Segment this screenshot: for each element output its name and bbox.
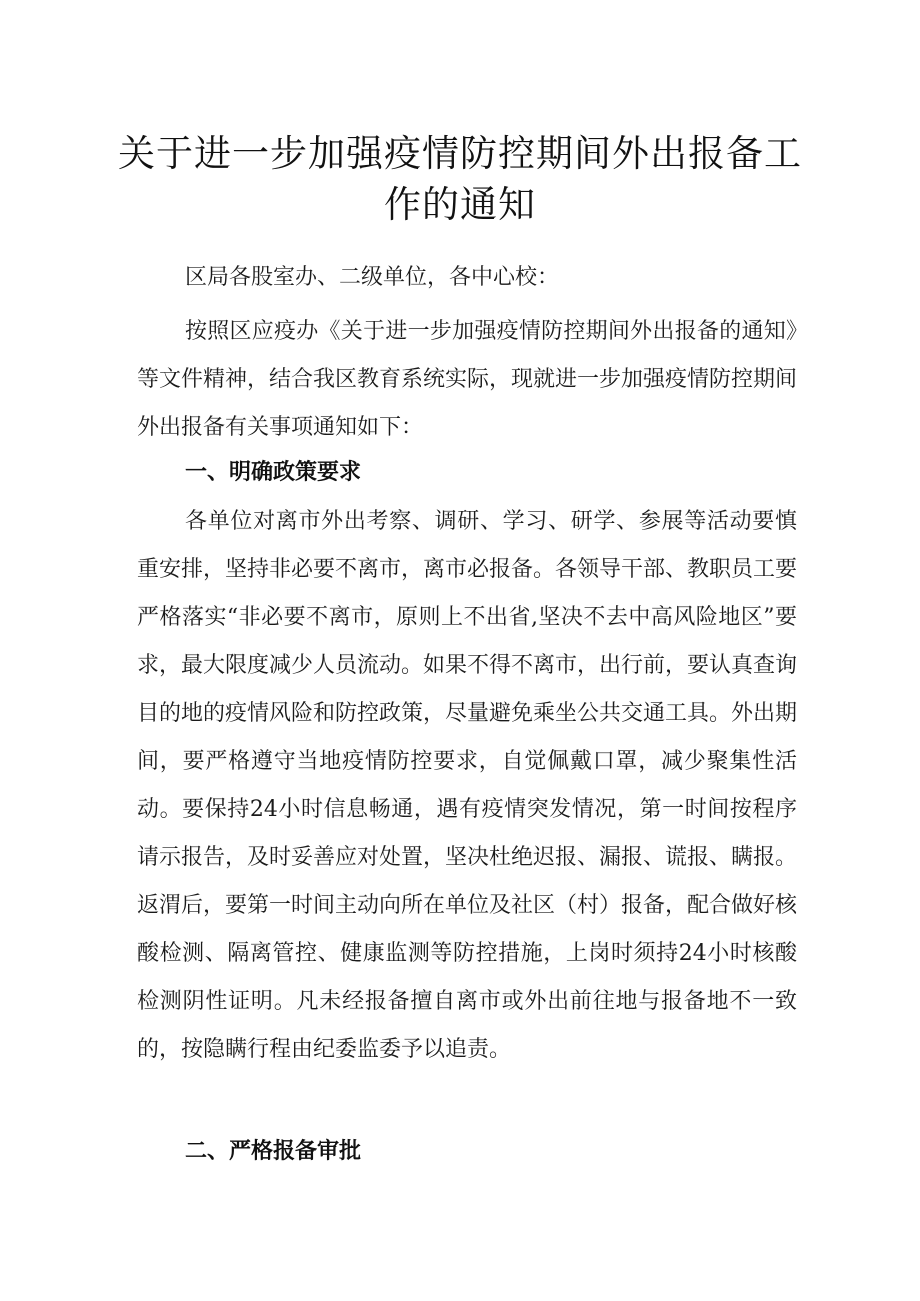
intro-paragraph: 按照区应疫办《关于进一步加强疫情防控期间外出报备的通知》等文件精神，结合我区教育系统实际，现就进一步加强疫情防控期间外出报备有关事项通知如下： xyxy=(137,319,798,440)
salutation: 区局各股室办、二级单位，各中心校： xyxy=(185,265,560,290)
section-1-heading: 一、明确政策要求 xyxy=(185,460,362,485)
section-1-paragraph: 各单位对离市外出考察、调研、学习、研学、参展等活动要慎重安排，坚持非必要不离市，离市必报备。各领导干部、教职员工要严格落实“非必要不离市，原则上不出省,坚决不去中高风险地区”要求，最大限度减少人员流动。如果不得不离市，出行前，要认真查询目的地的疫情风险和防控政策，尽量避免乘坐公共交通工具。外出期间，要严格遵守当地疫情防控要求，自觉佩戴口罩，减少聚集性活动。要保持24小时信息畅通，遇有疫情突发情况，第一时间按程序请示报告，及时妥善应对处置，坚决杜绝迟报、漏报、谎报、瞒报。返渭后，要第一时间主动向所在单位及社区（村）报备，配合做好核酸检测、隔离管控、健康监测等防控措施，上岗时须持24小时核酸检测阴性证明。凡未经报备擅自离市或外出前往地与报备地不一致的，按隐瞒行程由纪委监委予以追责。 xyxy=(137,509,798,1062)
document-title xyxy=(100,128,820,230)
section-2-heading: 二、严格报备审批 xyxy=(185,1139,362,1164)
title-line-1: 关于进一步加强疫情防控期间外出报备工 xyxy=(118,132,802,175)
title-line-2: 作的通知 xyxy=(384,183,536,226)
